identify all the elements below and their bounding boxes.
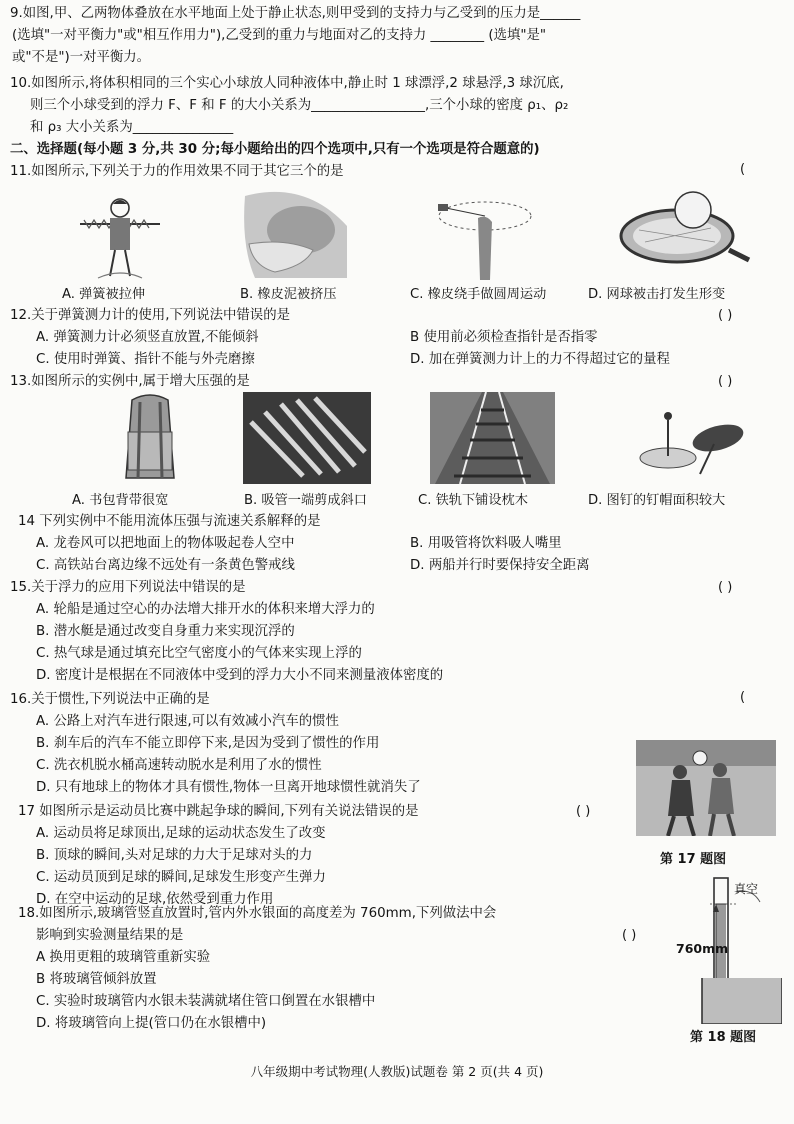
- q16-option-d[interactable]: D. 只有地球上的物体才具有惯性,物体一旦离开地球惯性就消失了: [36, 780, 421, 795]
- q15-option-b[interactable]: B. 潜水艇是通过改变自身重力来实现沉浮的: [36, 624, 295, 639]
- q11-stem: 11.如图所示,下列关于力的作用效果不同于其它三个的是: [10, 164, 344, 179]
- q12-stem: 12.关于弹簧测力计的使用,下列说法中错误的是: [10, 308, 290, 323]
- q11-fig-spring: [70, 190, 170, 280]
- q18-option-a[interactable]: A 换用更粗的玻璃管重新实验: [36, 950, 211, 965]
- q14-option-c[interactable]: C. 高铁站台离边缘不远处有一条黄色警戒线: [36, 558, 295, 573]
- q14-option-b[interactable]: B. 用吸管将饮料吸人嘴里: [410, 536, 562, 551]
- q10-line2: 则三个小球受到的浮力 F、F 和 F 的大小关系为_________________,三个小球的密度 ρ₁、ρ₂: [30, 98, 569, 113]
- q14-option-a[interactable]: A. 龙卷风可以把地面上的物体吸起卷人空中: [36, 536, 295, 551]
- section-heading: 二、选择题(每小题 3 分,共 30 分;每小题给出的四个选项中,只有一个选项是符合题意的): [10, 142, 540, 157]
- q18-caption: 第 18 题图: [690, 1030, 757, 1045]
- q12-option-a[interactable]: A. 弹簧测力计必须竖直放置,不能倾斜: [36, 330, 259, 345]
- q17-option-a[interactable]: A. 运动员将足球顶出,足球的运动状态发生了改变: [36, 826, 326, 841]
- q16-bracket: (: [740, 690, 746, 705]
- q12-option-d[interactable]: D. 加在弹簧测力计上的力不得超过它的量程: [410, 352, 670, 367]
- q11-fig-clay: [235, 186, 355, 282]
- q14-stem: 14 下列实例中不能用流体压强与流速关系解释的是: [18, 514, 321, 529]
- q9-line2: (选填"一对平衡力"或"相互作用力"),乙受到的重力与地面对乙的支持力 ________ (选填"是": [12, 28, 547, 43]
- q18-option-d[interactable]: D. 将玻璃管向上提(管口仍在水银槽中): [36, 1016, 267, 1031]
- q12-bracket: ( ): [718, 308, 733, 323]
- q15-bracket: ( ): [718, 580, 733, 595]
- q13-fig-backpack: [110, 394, 190, 482]
- q18-option-b[interactable]: B 将玻璃管倾斜放置: [36, 972, 157, 987]
- q18-stem-line2: 影响到实验测量结果的是: [36, 928, 184, 943]
- q18-label-vacuum: 真空: [734, 882, 759, 896]
- q11-option-b[interactable]: B. 橡皮泥被挤压: [240, 287, 337, 302]
- q12-option-c[interactable]: C. 使用时弹簧、指针不能与外壳磨擦: [36, 352, 255, 367]
- q11-bracket: (: [740, 162, 746, 177]
- q17-caption: 第 17 题图: [660, 852, 727, 867]
- q18-label-760mm: 760mm: [676, 941, 729, 956]
- q11-fig-eraser: [430, 186, 540, 282]
- q13-bracket: ( ): [718, 374, 733, 389]
- q13-stem: 13.如图所示的实例中,属于增大压强的是: [10, 374, 250, 389]
- q18-stem-line1: 18.如图所示,玻璃管竖直放置时,管内外水银面的高度差为 760mm,下列做法中会: [18, 906, 497, 921]
- q17-fig-heading: [636, 740, 776, 836]
- q13-option-d[interactable]: D. 图钉的钉帽面积较大: [588, 493, 726, 508]
- q10-line1: 10.如图所示,将体积相同的三个实心小球放人同种液体中,静止时 1 球漂浮,2 球悬浮,3 球沉底,: [10, 76, 564, 91]
- q13-fig-pushpins: [622, 398, 752, 482]
- q11-fig-racket: [615, 180, 755, 280]
- q14-option-d[interactable]: D. 两船并行时要保持安全距离: [410, 558, 590, 573]
- page-footer: 八年级期中考试物理(人教版)试题卷 第 2 页(共 4 页): [250, 1064, 544, 1079]
- q9-line3: 或"不是")一对平衡力。: [12, 50, 151, 65]
- q11-option-c[interactable]: C. 橡皮绕手做圆周运动: [410, 287, 547, 302]
- q17-option-c[interactable]: C. 运动员顶到足球的瞬间,足球发生形变产生弹力: [36, 870, 326, 885]
- q16-option-b[interactable]: B. 刹车后的汽车不能立即停下来,是因为受到了惯性的作用: [36, 736, 380, 751]
- q17-option-d[interactable]: D. 在空中运动的足球,依然受到重力作用: [36, 892, 274, 907]
- q15-option-a[interactable]: A. 轮船是通过空心的办法增大排开水的体积来增大浮力的: [36, 602, 375, 617]
- q18-bracket: ( ): [622, 928, 637, 943]
- q11-option-d[interactable]: D. 网球被击打发生形变: [588, 287, 726, 302]
- q10-line3: 和 ρ₃ 大小关系为_______________: [30, 120, 234, 135]
- q13-fig-rails: [430, 392, 555, 484]
- q16-stem: 16.关于惯性,下列说法中正确的是: [10, 692, 210, 707]
- q17-bracket: ( ): [576, 804, 591, 819]
- q11-option-a[interactable]: A. 弹簧被拉伸: [62, 287, 146, 302]
- q15-option-c[interactable]: C. 热气球是通过填充比空气密度小的气体来实现上浮的: [36, 646, 362, 661]
- q18-option-c[interactable]: C. 实验时玻璃管内水银未装满就堵住管口倒置在水银槽中: [36, 994, 376, 1009]
- q13-option-c[interactable]: C. 铁轨下铺设枕木: [418, 493, 528, 508]
- q15-option-d[interactable]: D. 密度计是根据在不同液体中受到的浮力大小不同来测量液体密度的: [36, 668, 444, 683]
- q17-option-b[interactable]: B. 顶球的瞬间,头对足球的力大于足球对头的力: [36, 848, 313, 863]
- q9-line1: 9.如图,甲、乙两物体叠放在水平地面上处于静止状态,则甲受到的支持力与乙受到的压力是______: [10, 6, 581, 21]
- q13-option-b[interactable]: B. 吸管一端剪成斜口: [244, 493, 367, 508]
- q13-option-a[interactable]: A. 书包背带很宽: [72, 493, 169, 508]
- q17-stem: 17 如图所示是运动员比赛中跳起争球的瞬间,下列有关说法错误的是: [18, 804, 419, 819]
- q12-option-b[interactable]: B 使用前必须检查指针是否指零: [410, 330, 598, 345]
- q16-option-c[interactable]: C. 洗衣机脱水桶高速转动脱水是利用了水的惯性: [36, 758, 322, 773]
- q16-option-a[interactable]: A. 公路上对汽车进行限速,可以有效减小汽车的惯性: [36, 714, 339, 729]
- q15-stem: 15.关于浮力的应用下列说法中错误的是: [10, 580, 246, 595]
- q13-fig-straws: [243, 392, 371, 484]
